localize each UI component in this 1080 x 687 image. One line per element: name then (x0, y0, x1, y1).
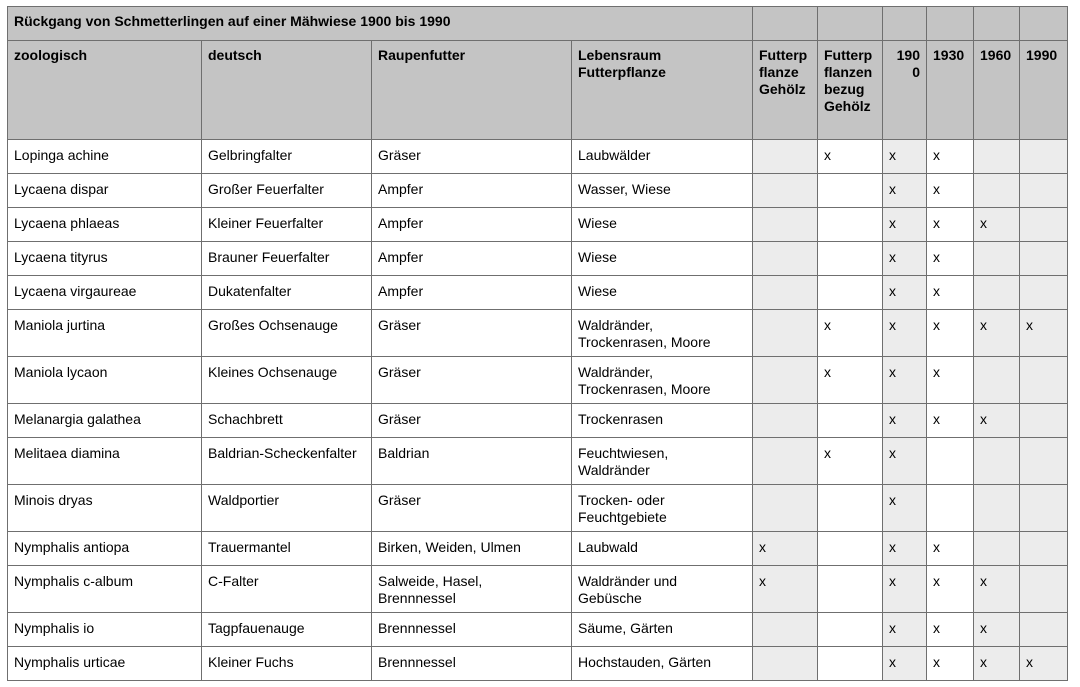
butterfly-table (7, 6, 1068, 681)
table-row (8, 174, 1068, 208)
cell-y1900: x (883, 242, 927, 276)
cell-fb: x (818, 357, 883, 404)
cell-zoologisch: Nymphalis antiopa (8, 532, 202, 566)
cell-fg (753, 174, 818, 208)
cell-fb (818, 174, 883, 208)
table-row (8, 613, 1068, 647)
cell-y1930: x (927, 174, 974, 208)
cell-fb (818, 242, 883, 276)
cell-deutsch: Waldportier (202, 485, 372, 532)
cell-y1900: x (883, 532, 927, 566)
table-title: Rückgang von Schmetterlingen auf einer Mähwiese 1900 bis 1990 (8, 7, 753, 41)
cell-lebensraum: Feuchtwiesen, Waldränder (572, 438, 753, 485)
cell-lebensraum: Trocken- oder Feuchtgebiete (572, 485, 753, 532)
cell-lebensraum: Trockenrasen (572, 404, 753, 438)
cell-fb (818, 208, 883, 242)
cell-lebensraum: Waldränder und Gebüsche (572, 566, 753, 613)
cell-y1960 (974, 532, 1020, 566)
cell-y1900: x (883, 276, 927, 310)
cell-fb: x (818, 140, 883, 174)
cell-y1990 (1020, 613, 1068, 647)
cell-raupenfutter: Ampfer (372, 276, 572, 310)
cell-fb (818, 613, 883, 647)
cell-y1990: x (1020, 310, 1068, 357)
cell-deutsch: Gelbringfalter (202, 140, 372, 174)
cell-y1930: x (927, 140, 974, 174)
cell-zoologisch: Melanargia galathea (8, 404, 202, 438)
cell-y1990 (1020, 140, 1068, 174)
cell-y1930: x (927, 647, 974, 681)
cell-fb: x (818, 438, 883, 485)
cell-raupenfutter: Ampfer (372, 208, 572, 242)
cell-lebensraum: Säume, Gärten (572, 613, 753, 647)
cell-y1930: x (927, 208, 974, 242)
cell-fg (753, 276, 818, 310)
cell-y1930: x (927, 357, 974, 404)
cell-fg (753, 485, 818, 532)
cell-y1930: x (927, 276, 974, 310)
header-1960: 1960 (974, 41, 1020, 140)
header-raupenfutter: Raupenfutter (372, 41, 572, 140)
table-row (8, 532, 1068, 566)
cell-deutsch: C-Falter (202, 566, 372, 613)
header-zoologisch: zoologisch (8, 41, 202, 140)
cell-deutsch: Kleines Ochsenauge (202, 357, 372, 404)
cell-lebensraum: Laubwälder (572, 140, 753, 174)
cell-raupenfutter: Gräser (372, 310, 572, 357)
cell-y1960: x (974, 566, 1020, 613)
cell-zoologisch: Melitaea diamina (8, 438, 202, 485)
cell-raupenfutter: Gräser (372, 485, 572, 532)
cell-zoologisch: Lycaena phlaeas (8, 208, 202, 242)
table-row (8, 208, 1068, 242)
cell-y1960 (974, 242, 1020, 276)
cell-y1990 (1020, 532, 1068, 566)
header-futterpflanze-gehoelz: Futterp flanze Gehölz (753, 41, 818, 140)
cell-fg (753, 208, 818, 242)
cell-y1990 (1020, 208, 1068, 242)
cell-deutsch: Schachbrett (202, 404, 372, 438)
cell-raupenfutter: Brennnessel (372, 613, 572, 647)
cell-y1960 (974, 438, 1020, 485)
cell-y1900: x (883, 647, 927, 681)
cell-y1900: x (883, 613, 927, 647)
cell-lebensraum: Waldränder, Trockenrasen, Moore (572, 357, 753, 404)
cell-lebensraum: Waldränder, Trockenrasen, Moore (572, 310, 753, 357)
cell-raupenfutter: Baldrian (372, 438, 572, 485)
cell-lebensraum: Laubwald (572, 532, 753, 566)
cell-raupenfutter: Birken, Weiden, Ulmen (372, 532, 572, 566)
cell-raupenfutter: Salweide, Hasel, Brennnessel (372, 566, 572, 613)
cell-y1930: x (927, 404, 974, 438)
cell-y1990 (1020, 438, 1068, 485)
cell-deutsch: Kleiner Feuerfalter (202, 208, 372, 242)
cell-raupenfutter: Gräser (372, 357, 572, 404)
table-row (8, 647, 1068, 681)
header-1900: 190 0 (883, 41, 927, 140)
cell-y1900: x (883, 566, 927, 613)
cell-fg (753, 357, 818, 404)
cell-zoologisch: Nymphalis c-album (8, 566, 202, 613)
cell-fg (753, 613, 818, 647)
header-futterpflanzenbezug-gehoelz: Futterp flanzen bezug Gehölz (818, 41, 883, 140)
cell-zoologisch: Nymphalis io (8, 613, 202, 647)
cell-y1990 (1020, 276, 1068, 310)
cell-fg (753, 404, 818, 438)
cell-y1960: x (974, 310, 1020, 357)
table-row (8, 404, 1068, 438)
cell-y1990 (1020, 242, 1068, 276)
cell-fb (818, 404, 883, 438)
cell-y1960 (974, 357, 1020, 404)
cell-deutsch: Großes Ochsenauge (202, 310, 372, 357)
cell-deutsch: Dukatenfalter (202, 276, 372, 310)
table-row (8, 276, 1068, 310)
cell-y1960 (974, 276, 1020, 310)
cell-raupenfutter: Gräser (372, 404, 572, 438)
cell-fb (818, 647, 883, 681)
cell-deutsch: Tagpfauenauge (202, 613, 372, 647)
cell-y1930: x (927, 566, 974, 613)
cell-y1900: x (883, 485, 927, 532)
table-row (8, 566, 1068, 613)
cell-zoologisch: Lycaena virgaureae (8, 276, 202, 310)
cell-zoologisch: Lopinga achine (8, 140, 202, 174)
cell-zoologisch: Minois dryas (8, 485, 202, 532)
cell-raupenfutter: Brennnessel (372, 647, 572, 681)
table-row (8, 140, 1068, 174)
cell-fg: x (753, 566, 818, 613)
cell-y1930 (927, 438, 974, 485)
cell-y1900: x (883, 404, 927, 438)
cell-fg (753, 310, 818, 357)
title-row (8, 7, 1068, 41)
cell-zoologisch: Lycaena tityrus (8, 242, 202, 276)
cell-fg (753, 647, 818, 681)
cell-lebensraum: Wiese (572, 242, 753, 276)
cell-zoologisch: Maniola jurtina (8, 310, 202, 357)
table-row (8, 438, 1068, 485)
cell-fg (753, 242, 818, 276)
cell-y1960: x (974, 404, 1020, 438)
cell-y1930 (927, 485, 974, 532)
cell-lebensraum: Wasser, Wiese (572, 174, 753, 208)
cell-deutsch: Baldrian-Scheckenfalter (202, 438, 372, 485)
cell-y1960 (974, 140, 1020, 174)
header-1930: 1930 (927, 41, 974, 140)
cell-y1900: x (883, 140, 927, 174)
table-row (8, 357, 1068, 404)
cell-fg: x (753, 532, 818, 566)
cell-fb (818, 532, 883, 566)
cell-fb: x (818, 310, 883, 357)
cell-y1960 (974, 485, 1020, 532)
cell-y1930: x (927, 242, 974, 276)
cell-raupenfutter: Ampfer (372, 174, 572, 208)
table-row (8, 485, 1068, 532)
cell-y1900: x (883, 310, 927, 357)
cell-fg (753, 438, 818, 485)
cell-y1990 (1020, 566, 1068, 613)
cell-y1900: x (883, 357, 927, 404)
cell-raupenfutter: Gräser (372, 140, 572, 174)
cell-y1960: x (974, 208, 1020, 242)
cell-y1960 (974, 174, 1020, 208)
cell-y1990: x (1020, 647, 1068, 681)
cell-lebensraum: Hochstauden, Gärten (572, 647, 753, 681)
cell-y1900: x (883, 438, 927, 485)
cell-deutsch: Brauner Feuerfalter (202, 242, 372, 276)
header-lebensraum: Lebensraum Futterpflanze (572, 41, 753, 140)
header-1990: 1990 (1020, 41, 1068, 140)
cell-y1930: x (927, 532, 974, 566)
cell-fg (753, 140, 818, 174)
cell-deutsch: Trauermantel (202, 532, 372, 566)
cell-lebensraum: Wiese (572, 208, 753, 242)
cell-y1900: x (883, 208, 927, 242)
cell-deutsch: Kleiner Fuchs (202, 647, 372, 681)
cell-y1930: x (927, 613, 974, 647)
table-row (8, 310, 1068, 357)
cell-y1990 (1020, 485, 1068, 532)
cell-fb (818, 566, 883, 613)
cell-y1930: x (927, 310, 974, 357)
cell-y1990 (1020, 404, 1068, 438)
cell-y1990 (1020, 174, 1068, 208)
cell-deutsch: Großer Feuerfalter (202, 174, 372, 208)
table-row (8, 242, 1068, 276)
cell-y1900: x (883, 174, 927, 208)
cell-lebensraum: Wiese (572, 276, 753, 310)
cell-zoologisch: Nymphalis urticae (8, 647, 202, 681)
cell-y1990 (1020, 357, 1068, 404)
cell-y1960: x (974, 647, 1020, 681)
cell-fb (818, 276, 883, 310)
header-deutsch: deutsch (202, 41, 372, 140)
cell-raupenfutter: Ampfer (372, 242, 572, 276)
header-row (8, 41, 1068, 140)
cell-y1960: x (974, 613, 1020, 647)
cell-zoologisch: Maniola lycaon (8, 357, 202, 404)
cell-zoologisch: Lycaena dispar (8, 174, 202, 208)
cell-fb (818, 485, 883, 532)
